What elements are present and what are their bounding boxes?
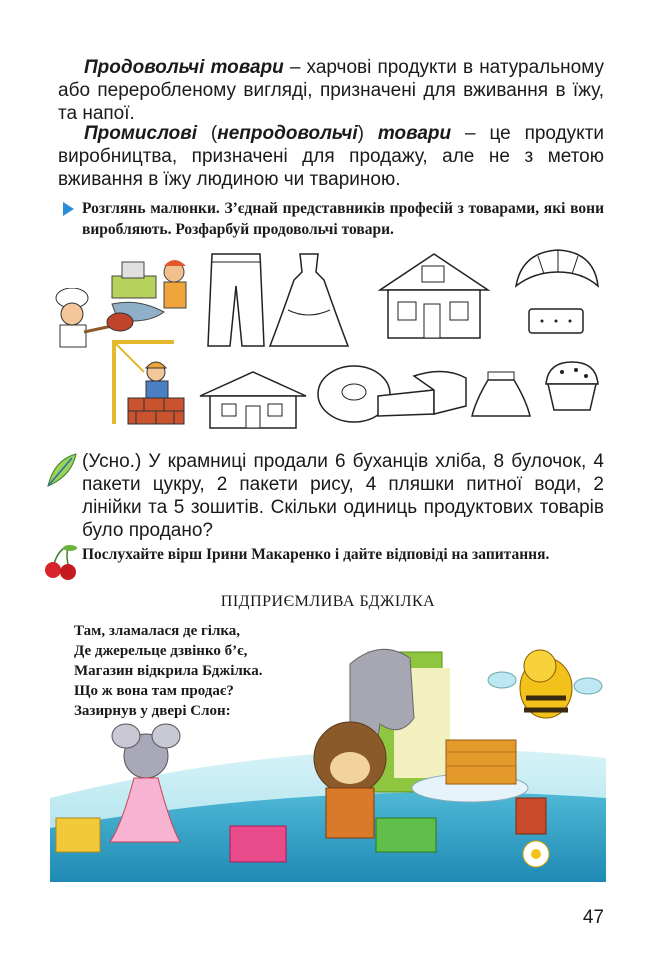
task-instruction: Розглянь малюнки. З’єднай представників професій з товарами, які вони виробляють. Розфарбуй продовольчі товари.	[82, 200, 604, 238]
croissant-drawing	[512, 246, 602, 298]
poem-line: Що ж вона там продає?	[74, 683, 234, 699]
term-industrial: Промислові	[84, 123, 198, 144]
bread-loaf-drawing	[374, 366, 470, 418]
page-number: 47	[582, 907, 604, 928]
cracker-drawing	[526, 306, 586, 336]
definition-food-goods	[58, 56, 604, 125]
poem-line: Де джерельце дзвінко б’є,	[74, 643, 248, 659]
dress-drawing	[268, 250, 350, 350]
poem-line: Там, зламалася де гілка,	[74, 623, 241, 639]
wooden-house-drawing	[198, 370, 308, 432]
term-nonfood: непродовольчі	[217, 123, 358, 144]
poem-line: Зазирнув у двері Слон:	[74, 703, 231, 719]
term-goods: товари	[377, 123, 452, 144]
paren-open: (	[197, 123, 218, 144]
arrow-marker-icon	[63, 202, 74, 216]
oral-math-task: (Усно.) У крамниці продали 6 буханців хліба, 8 булочок, 4 пакети цукру, 2 пакети рису, 4 пляшки питної води, 2 лінійки та 5 зошитів. Скільки одиниць продуктових товарів було продано?	[82, 451, 604, 541]
definition-industrial-goods	[58, 122, 604, 191]
trousers-drawing	[204, 250, 268, 350]
definition-text: – це продукти виробництва, призначені для продажу, але не з метою вживання в їжу людиною чи твариною.	[58, 123, 605, 190]
skirt-drawing	[470, 370, 532, 420]
paren-close: )	[357, 123, 378, 144]
cherries-icon	[40, 542, 80, 582]
brick-house-drawing	[376, 250, 492, 342]
poem-task: Послухайте вірш Ірини Макаренко і дайте відповіді на запитання.	[82, 546, 550, 563]
poem-line: Магазин відкрила Бджілка.	[74, 663, 263, 679]
feather-icon	[44, 450, 80, 490]
builder-illustration	[104, 336, 190, 428]
definition-text: – харчові продукти в натуральному або переробленому вигляді, призначені для вживання в їжу, та напої.	[58, 57, 604, 124]
poem-title: ПІДПРИЄМЛИВА БДЖІЛКА	[220, 593, 436, 610]
bee-shop-illustration	[50, 628, 606, 882]
term-food-goods: Продовольчі товари	[84, 57, 284, 78]
muffin-drawing	[540, 358, 604, 414]
